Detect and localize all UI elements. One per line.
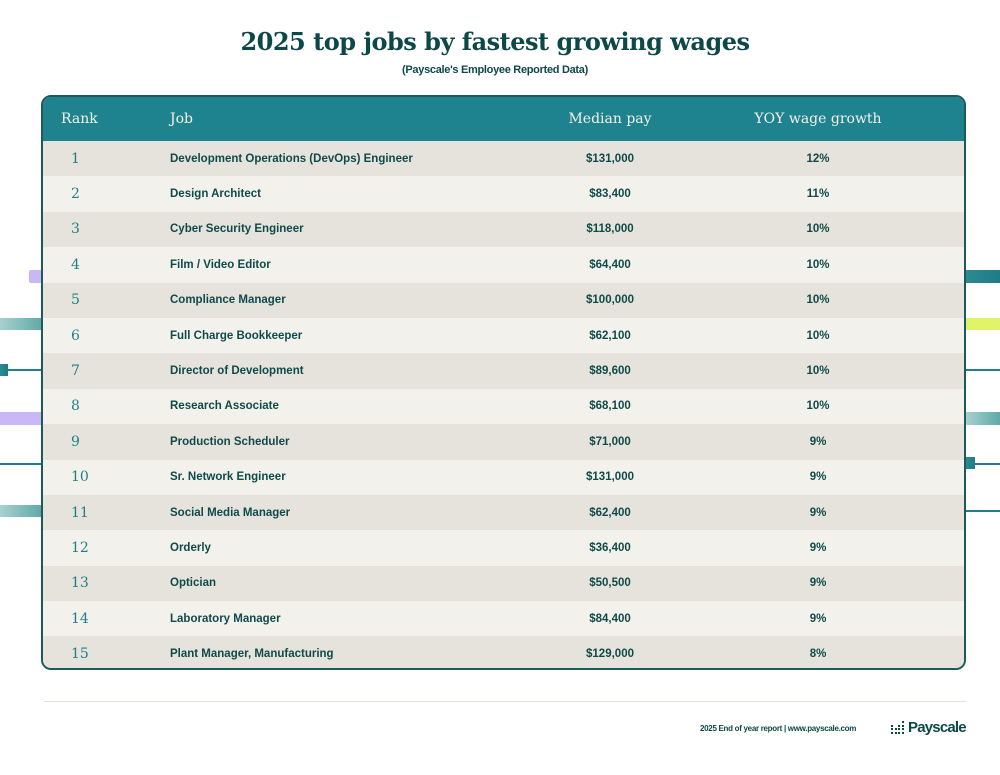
rank-cell: 9 (71, 433, 80, 450)
pay-cell: $71,000 (589, 435, 631, 448)
pay-cell: $118,000 (586, 223, 634, 236)
footer-text: 2025 End of year report | www.payscale.com (700, 724, 857, 733)
rank-cell: 2 (71, 186, 80, 203)
table-row (43, 566, 964, 601)
pay-cell: $83,400 (589, 188, 631, 201)
page-subtitle: (Payscale's Employee Reported Data) (402, 64, 588, 76)
table-body (43, 141, 964, 670)
rank-cell: 12 (71, 539, 89, 556)
rank-cell: 11 (71, 504, 89, 521)
job-cell: Director of Development (170, 365, 304, 378)
rank-cell: 10 (71, 469, 89, 486)
table-row (43, 283, 964, 318)
table-row (43, 636, 964, 670)
table-row (43, 176, 964, 211)
yoy-cell: 10% (806, 294, 830, 307)
payscale-logo (891, 719, 966, 736)
job-cell: Sr. Network Engineer (170, 471, 286, 484)
yoy-cell: 10% (806, 258, 830, 271)
table-row (43, 212, 964, 247)
decor-line (975, 463, 1000, 465)
decor-bar-lime (966, 318, 1000, 330)
wages-table (41, 95, 966, 670)
rank-cell: 15 (71, 646, 89, 663)
yoy-cell: 9% (809, 541, 827, 554)
pay-cell: $50,500 (589, 577, 631, 590)
pay-cell: $36,400 (589, 541, 631, 554)
job-cell: Compliance Manager (170, 294, 286, 307)
job-cell: Design Architect (170, 188, 261, 201)
rank-cell: 13 (71, 575, 89, 592)
job-cell: Film / Video Editor (170, 258, 271, 271)
rank-cell: 14 (71, 610, 89, 627)
table-row (43, 460, 964, 495)
job-cell: Development Operations (DevOps) Engineer (170, 152, 413, 165)
yoy-cell: 9% (809, 612, 827, 625)
job-cell: Plant Manager, Manufacturing (170, 648, 334, 661)
col-header-median-pay: Median pay (568, 111, 652, 127)
pay-cell: $62,100 (589, 329, 631, 342)
rank-cell: 5 (71, 292, 80, 309)
table-row (43, 247, 964, 282)
yoy-cell: 9% (809, 506, 827, 519)
yoy-cell: 10% (806, 223, 830, 236)
decor-bar-teal (0, 505, 42, 517)
rank-cell: 7 (71, 363, 80, 380)
yoy-cell: 9% (809, 435, 827, 448)
rank-cell: 8 (71, 398, 80, 415)
job-cell: Production Scheduler (170, 435, 290, 448)
table-row (43, 495, 964, 530)
pay-cell: $129,000 (586, 648, 634, 661)
decor-line (966, 510, 1000, 512)
payscale-logo-icon (891, 721, 905, 734)
pay-cell: $64,400 (589, 258, 631, 271)
pay-cell: $62,400 (589, 506, 631, 519)
yoy-cell: 8% (809, 648, 827, 661)
decor-line (966, 369, 1000, 371)
payscale-logo-wordmark: Payscale (908, 719, 966, 736)
decor-bar-purple (0, 412, 42, 425)
col-header-rank: Rank (61, 111, 98, 127)
rank-cell: 1 (71, 150, 80, 167)
pay-cell: $131,000 (586, 152, 634, 165)
yoy-cell: 10% (806, 400, 830, 413)
pay-cell: $131,000 (586, 471, 634, 484)
pay-cell: $84,400 (589, 612, 631, 625)
yoy-cell: 11% (806, 188, 830, 201)
yoy-cell: 9% (809, 471, 827, 484)
table-row (43, 389, 964, 424)
yoy-cell: 10% (806, 365, 830, 378)
pay-cell: $100,000 (586, 294, 634, 307)
table-row (43, 424, 964, 459)
col-header-yoy-growth: YOY wage growth (754, 111, 882, 127)
pay-cell: $89,600 (589, 365, 631, 378)
job-cell: Laboratory Manager (170, 612, 281, 625)
col-header-job: Job (170, 111, 194, 127)
decor-bar-teal (0, 318, 42, 330)
decor-bar-teal (966, 412, 1000, 425)
table-row (43, 141, 964, 176)
page-title: 2025 top jobs by fastest growing wages (240, 27, 750, 56)
rank-cell: 6 (71, 327, 80, 344)
decor-line (8, 369, 42, 371)
table-row (43, 353, 964, 388)
table-row (43, 601, 964, 636)
footer-divider (44, 701, 966, 702)
pay-cell: $68,100 (589, 400, 631, 413)
table-row (43, 530, 964, 565)
job-cell: Orderly (170, 541, 211, 554)
decor-bar-teal (966, 270, 1000, 283)
job-cell: Cyber Security Engineer (170, 223, 304, 236)
yoy-cell: 12% (806, 152, 830, 165)
rank-cell: 3 (71, 221, 80, 238)
decor-block-teal (966, 457, 975, 469)
job-cell: Optician (170, 577, 217, 590)
job-cell: Full Charge Bookkeeper (170, 329, 303, 342)
decor-line (0, 463, 42, 465)
job-cell: Social Media Manager (170, 506, 291, 519)
rank-cell: 4 (71, 256, 80, 273)
yoy-cell: 9% (809, 577, 827, 590)
decor-block-teal (0, 364, 8, 376)
table-header (43, 97, 964, 141)
yoy-cell: 10% (806, 329, 830, 342)
job-cell: Research Associate (170, 400, 279, 413)
table-row (43, 318, 964, 353)
